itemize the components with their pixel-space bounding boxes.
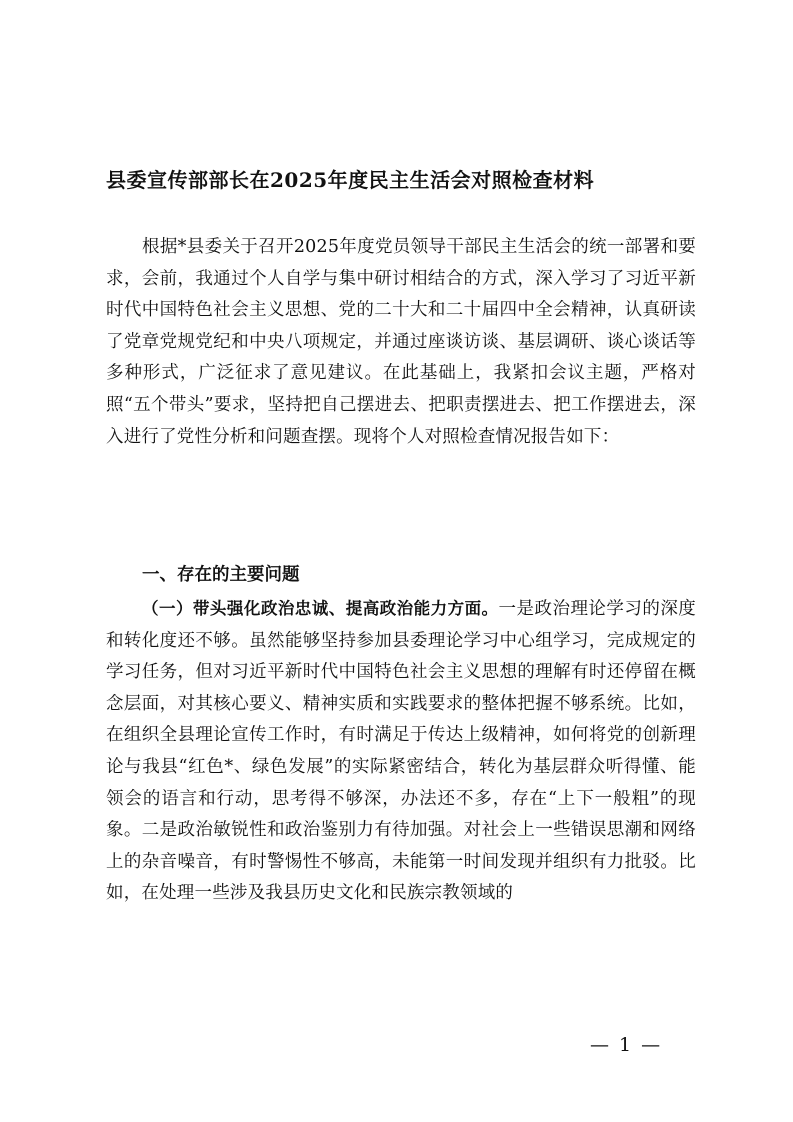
section-heading-main-problems: 一、存在的主要问题 [142,565,300,585]
item-1-subheading: （一）带头强化政治忠诚、提高政治能力方面。 [142,599,499,618]
item-1-paragraph [106,593,696,910]
item-1-body: 一是政治理论学习的深度和转化度还不够。虽然能够坚持参加县委理论学习中心组学习，完成规定的学习任务，但对习近平新时代中国特色社会主义思想的理解有时还停留在概念层面，对其核心要义、精神实质和实践要求的整体把握不够系统。比如，在组织全县理论宣传工作时，有时满足于传达上级精神，如何将党的创新理论与我县“红色*、绿色发展”的实际紧密结合，转化为基层群众听得懂、能领会的语言和行动，思考得不够深，办法还不多，存在“上下一般粗”的现象。二是政治敏锐性和政治鉴别力有待加强。对社会上一些错误思潮和网络上的杂音噪音，有时警惕性不够高，未能第一时间发现并组织有力批驳。比如，在处理一些涉及我县历史文化和民族宗教领域的 [106,599,697,904]
document-title: 县委宣传部部长在2025年度民主生活会对照检查材料 [106,168,595,192]
page-number: — 1 — [590,1034,663,1056]
intro-paragraph: 根据*县委关于召开2025年度党员领导干部民主生活会的统一部署和要求，会前，我通过个人自学与集中研讨相结合的方式，深入学习了习近平新时代中国特色社会主义思想、党的二十大和二十届四中全会精神，认真研读了党章党规党纪和中央八项规定，并通过座谈访谈、基层调研、谈心谈话等多种形式，广泛征求了意见建议。在此基础上，我紧扣会议主题，严格对照“五个带头”要求，坚持把自己摆进去、把职责摆进去、把工作摆进去，深入进行了党性分析和问题查摆。现将个人对照检查情况报告如下： [106,237,696,447]
